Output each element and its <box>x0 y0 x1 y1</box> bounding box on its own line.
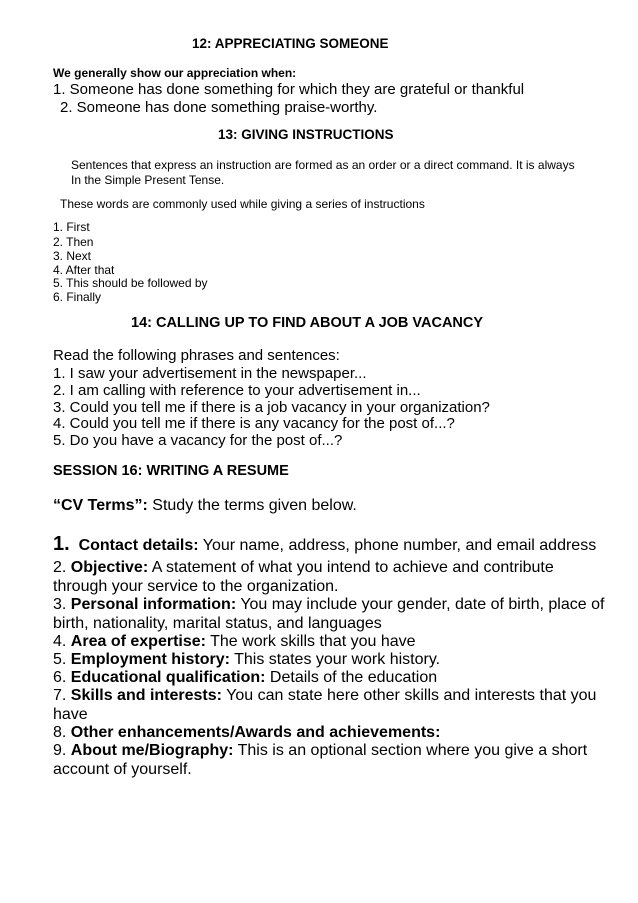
cv-term-number: 8. <box>53 724 67 741</box>
section-14-intro: Read the following phrases and sentences: <box>53 347 340 364</box>
cv-term-name: Contact details: <box>78 537 199 554</box>
cv-term-8 <box>53 723 440 742</box>
cv-term-3-continued: birth, nationality, marital status, and languages <box>53 615 382 632</box>
cv-term-2 <box>53 558 554 577</box>
vacancy-phrase-1: 1. I saw your advertisement in the newspaper... <box>53 365 367 382</box>
cv-term-name: Skills and interests: <box>70 687 222 704</box>
section-12-intro: We generally show our appreciation when: <box>53 66 297 80</box>
vacancy-phrase-2: 2. I am calling with reference to your advertisement in... <box>53 382 421 399</box>
cv-term-number: 9. <box>53 742 67 759</box>
cv-term-desc: This is an optional section where you give a short <box>233 742 588 759</box>
instruction-word-2: 2. Then <box>53 235 94 249</box>
section-14-title: 14: CALLING UP TO FIND ABOUT A JOB VACANCY <box>131 315 484 331</box>
cv-term-number: 2. <box>53 559 67 576</box>
section-12-item-2: 2. Someone has done something praise-worthy. <box>60 99 378 116</box>
vacancy-phrase-4: 4. Could you tell me if there is any vacancy for the post of...? <box>53 415 455 432</box>
cv-term-name: Area of expertise: <box>70 633 206 650</box>
section-12-title: 12: APPRECIATING SOMEONE <box>192 36 389 51</box>
section-13-para-line-1: Sentences that express an instruction are formed as an order or a direct command. It is always <box>71 158 575 172</box>
cv-term-number: 6. <box>53 669 67 686</box>
section-12-item-1: 1. Someone has done something for which they are grateful or thankful <box>53 81 525 98</box>
cv-term-desc: Details of the education <box>265 669 438 686</box>
cv-term-1 <box>53 533 596 555</box>
instruction-word-1: 1. First <box>53 220 90 234</box>
cv-terms-line <box>53 496 357 515</box>
cv-term-9-continued: account of yourself. <box>53 761 192 778</box>
cv-terms-label: “CV Terms”: <box>53 497 148 514</box>
vacancy-phrase-5: 5. Do you have a vacancy for the post of...? <box>53 432 343 449</box>
cv-term-name: Educational qualification: <box>70 669 266 686</box>
cv-term-9 <box>53 741 587 760</box>
cv-term-7-continued: have <box>53 706 88 723</box>
cv-term-number: 3. <box>53 596 67 613</box>
cv-term-name: About me/Biography: <box>70 742 234 759</box>
cv-term-desc: You may include your gender, date of birth, place of <box>236 596 605 613</box>
cv-term-6 <box>53 668 437 687</box>
cv-term-name: Other enhancements/Awards and achievements: <box>70 724 441 741</box>
cv-term-name: Personal information: <box>70 596 237 613</box>
cv-term-number: 7. <box>53 687 67 704</box>
cv-terms-text: Study the terms given below. <box>147 497 357 514</box>
section-13-list-intro: These words are commonly used while giving a series of instructions <box>60 197 425 211</box>
instruction-word-5: 5. This should be followed by <box>53 276 208 290</box>
cv-term-4 <box>53 632 416 651</box>
cv-term-name: Employment history: <box>70 651 230 668</box>
session-16-title: SESSION 16: WRITING A RESUME <box>53 463 289 479</box>
cv-term-name: Objective: <box>70 559 149 576</box>
section-13-title: 13: GIVING INSTRUCTIONS <box>218 127 394 142</box>
cv-term-2-continued: through your service to the organization. <box>53 578 339 595</box>
cv-term-5 <box>53 650 440 669</box>
cv-term-number: 4. <box>53 633 67 650</box>
cv-term-desc: Your name, address, phone number, and email address <box>198 537 597 554</box>
cv-term-number: 5. <box>53 651 67 668</box>
cv-term-7 <box>53 686 596 705</box>
cv-term-desc: The work skills that you have <box>205 633 416 650</box>
cv-term-number: 1. <box>53 533 70 555</box>
cv-term-desc: You can state here other skills and interests that you <box>221 687 597 704</box>
instruction-word-3: 3. Next <box>53 249 92 263</box>
instruction-word-6: 6. Finally <box>53 290 102 304</box>
instruction-word-4: 4. After that <box>53 263 115 277</box>
vacancy-phrase-3: 3. Could you tell me if there is a job vacancy in your organization? <box>53 399 490 416</box>
cv-term-3 <box>53 595 604 614</box>
cv-term-desc: This states your work history. <box>229 651 441 668</box>
cv-term-desc: A statement of what you intend to achieve and contribute <box>148 559 554 576</box>
section-13-para-line-2: In the Simple Present Tense. <box>71 173 225 187</box>
